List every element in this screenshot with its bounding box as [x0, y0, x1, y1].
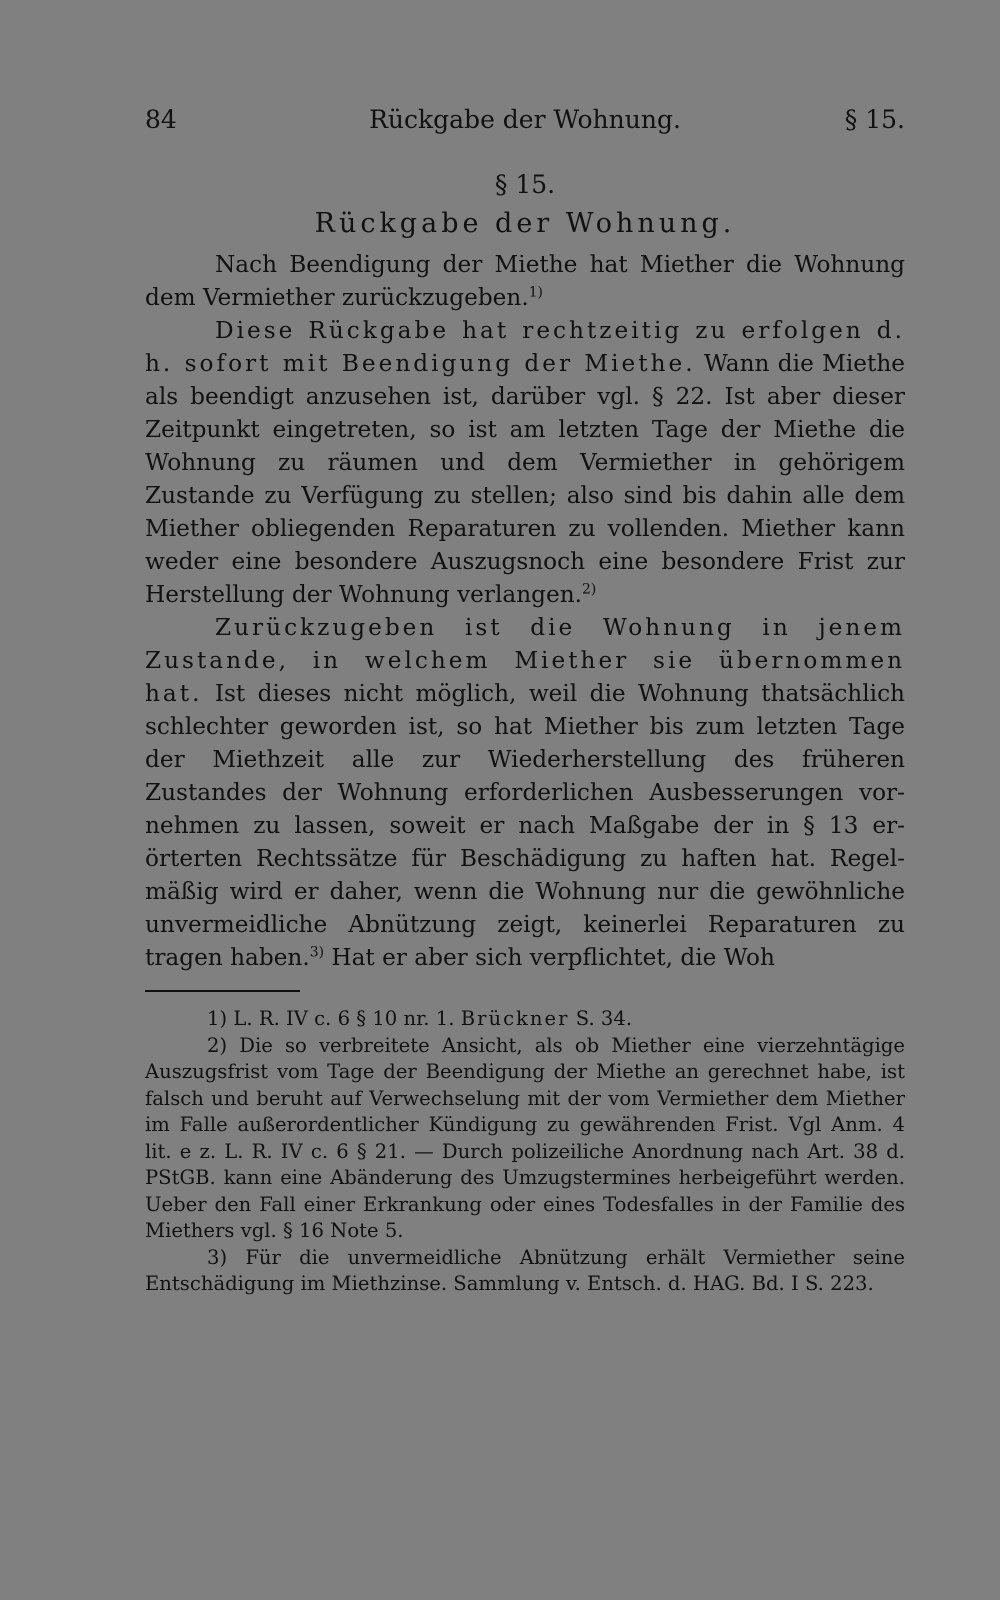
paragraph-2-text: Wann die Miethe als beendigt anzusehen ist, darüber vgl. § 22. Ist aber dieser Zeitpunkt eingetreten, so ist am letzten Tage der Miethe die Wohnung zu räumen und dem Vermiether in gehörigem Zustande zu Verfügung zu stellen; also sind bis dahin alle dem Miether obliegenden Reparaturen zu vollenden. Miether kann weder eine besondere Auszugsnoch eine besondere Frist zur Herstellung der Wohnung verlangen.: [145, 350, 905, 608]
footnote-3-marker: 3): [207, 1245, 228, 1269]
body-text: [145, 248, 905, 974]
footnote-3: [145, 1245, 905, 1298]
running-section-ref: § 15.: [844, 105, 905, 134]
footnote-3-text: Für die unvermeidliche Abnützung erhält Vermiether seine Entschädigung im Miethzinse. Sammlung v. Entsch. d. HAG. Bd. I S. 223.: [145, 1245, 906, 1295]
paragraph-2-emphasis: Diese Rückgabe hat rechtzeitig zu erfolgen d. h. sofort mit Beendigung der Miethe.: [145, 317, 905, 377]
footnote-2: [145, 1033, 905, 1245]
page-number: 84: [145, 105, 177, 134]
paragraph-2: [145, 314, 905, 611]
paragraph-3-text-continued: Hat er aber sich verpflichtet, die Woh: [324, 944, 775, 971]
section-number: § 15.: [494, 170, 556, 199]
paragraph-3: [145, 611, 905, 974]
footnote-1-author: Brückner: [460, 1007, 570, 1030]
footnote-ref-3: 3): [309, 944, 325, 961]
footnote-1-text: L. R. IV c. 6 § 10 nr. 1.: [233, 1007, 455, 1030]
footnote-2-text: Die so verbreitete Ansicht, als ob Miether eine vierzehntägige Auszugsfrist vom Tage der Beendigung der Miethe an gerechnet habe, ist falsch und beruht auf Verwechselung mit der vom Vermiether dem Miether im Falle außerordentlicher Kündigung zu gewährenden Frist. Vgl Anm. 4 lit. e z. L. R. IV c. 6 § 21. — Durch polizeiliche Anordnung nach Art. 38 d. PStGB. kann eine Abänderung des Umzugstermines herbeigeführt werden. Ueber den Fall einer Erkrankung oder eines Todesfalles in der Familie des Miethers vgl. § 16 Note 5.: [145, 1033, 905, 1242]
footnote-divider: [145, 990, 300, 992]
footnotes: [145, 1006, 905, 1298]
running-header: [145, 100, 905, 140]
paragraph-3-emphasis: Zurückzugeben ist die Wohnung in jenem Zustande, in welchem Miether sie übernommen hat.: [145, 614, 905, 707]
footnote-ref-1: 1): [528, 284, 543, 301]
footnote-1: [145, 1006, 905, 1033]
footnote-1-text-continued: S. 34.: [569, 1007, 633, 1030]
footnote-ref-2: 2): [582, 581, 597, 598]
section-title: Rückgabe der Wohnung.: [314, 208, 736, 239]
book-page: [145, 100, 905, 1560]
paragraph-1-text: Nach Beendigung der Miethe hat Miether die Wohnung dem Vermiether zurückzugeben.: [145, 251, 905, 311]
footnote-1-marker: 1): [207, 1007, 228, 1030]
paragraph-1: [145, 248, 905, 314]
running-title: Rückgabe der Wohnung.: [369, 105, 681, 134]
footnote-2-marker: 2): [207, 1033, 228, 1057]
paragraph-3-text: Ist dieses nicht möglich, weil die Wohnung thatsächlich schlechter geworden ist, so hat Miether bis zum letzten Tage der Miethzeit alle zur Wiederherstellung des früheren Zustandes der Wohnung erforderlichen Ausbesserungen vornehmen zu lassen, soweit er nach Maßgabe der in § 13 erörterten Rechtssätze für Beschädigung zu haften hat. Regelmäßig wird er daher, wenn die Wohnung nur die gewöhnliche unvermeidliche Abnützung zeigt, keinerlei Reparaturen zu tragen haben.: [145, 680, 905, 971]
